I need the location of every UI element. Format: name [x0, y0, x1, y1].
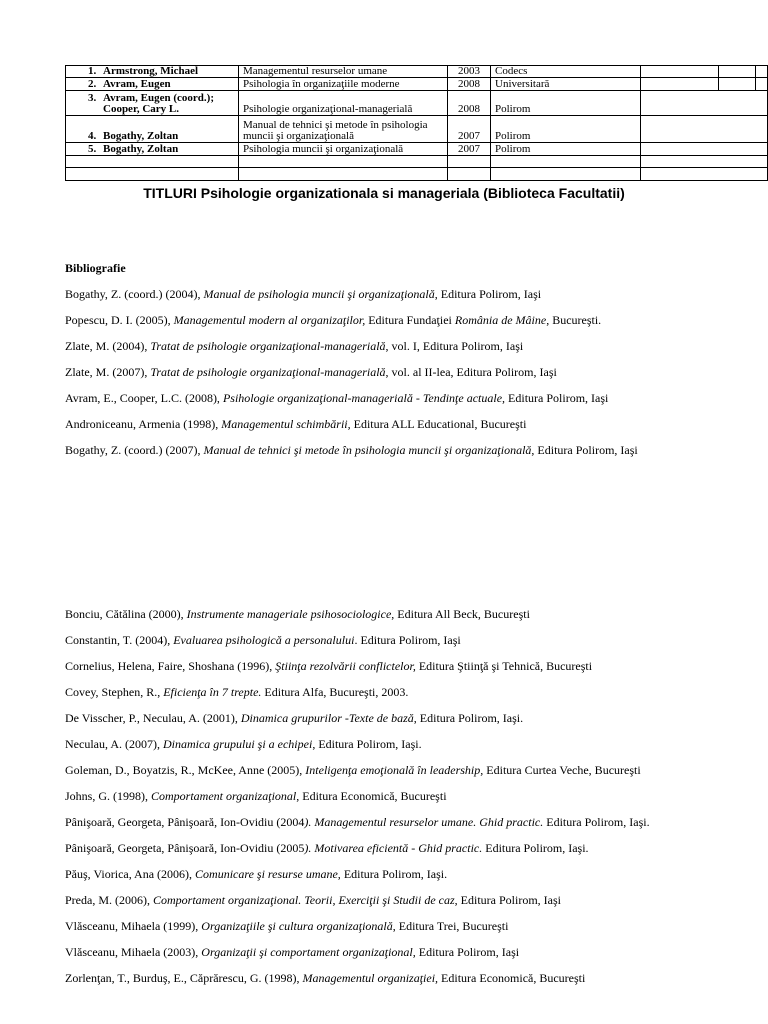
entry-text: , Editura Polirom, Iaşi: [531, 443, 638, 457]
cell-year: 2003: [448, 66, 491, 78]
author-name-line: Bogathy, Zoltan: [103, 143, 179, 155]
entry-title: Psihologie organizaţional-managerială - Tendinţe actuale,: [222, 391, 506, 405]
author-entry: [88, 66, 234, 77]
entry-text: , Editura Polirom, Iaşi.: [413, 711, 524, 725]
entry-text: Editura Alfa, Bucureşti, 2003.: [261, 685, 409, 699]
titles-table-body: [66, 66, 768, 181]
bibliography-entry: [65, 814, 768, 840]
entry-title: Managementul organizaţiei,: [302, 971, 439, 985]
entry-text: Editura Economică, Bucureşti: [438, 971, 586, 985]
entry-title: Managementul modern al organizaţilor,: [173, 313, 366, 327]
cell-publisher: Polirom: [491, 116, 641, 143]
author-names: [103, 144, 178, 155]
entry-title: Managementul schimbării,: [221, 417, 351, 431]
entry-text: Constantin, T. (2004),: [65, 633, 174, 647]
entry-text: Zorlenţan, T., Burduş, E., Căprărescu, G. (1998),: [65, 971, 303, 985]
entry-text: Editura ALL Educational, Bucureşti: [350, 417, 527, 431]
title-line: Managementul resurselor umane: [243, 65, 388, 77]
table-row-blank: [66, 156, 768, 168]
author-entry: [88, 144, 234, 155]
cell-empty: [641, 156, 768, 168]
cell-empty: [641, 78, 719, 91]
table-row: [66, 91, 768, 116]
entry-text: Covey, Stephen, R.,: [65, 685, 164, 699]
list-number: 3.: [88, 92, 97, 104]
entry-text: Editura Polirom, Iaşi: [415, 945, 520, 959]
author-name-line: Avram, Eugen: [103, 78, 171, 90]
entry-text: . Editura Polirom, Iaşi: [354, 633, 461, 647]
entry-text: Pânişoară, Georgeta, Pânişoară, Ion-Ovidiu (2004: [65, 815, 305, 829]
author-name-line: Avram, Eugen (coord.);: [103, 92, 214, 104]
entry-text: Vlăsceanu, Mihaela (2003),: [65, 945, 202, 959]
cell-year: [448, 168, 491, 181]
bibliography-entry: [65, 286, 768, 312]
cell-year: 2007: [448, 143, 491, 156]
cell-empty: [756, 78, 768, 91]
entry-title: Manual de psihologia muncii şi organizaţională: [203, 287, 435, 301]
entry-title: ). Motivarea eficientă - Ghid practic.: [304, 841, 483, 855]
entry-text: Bonciu, Cătălina (2000),: [65, 607, 187, 621]
cell-publisher: Codecs: [491, 66, 641, 78]
entry-text: Editura Ştiinţă şi Tehnică, Bucureşti: [415, 659, 593, 673]
bibliography-entry: [65, 416, 768, 442]
entry-title: România de Mâine: [454, 313, 547, 327]
list-number: 5.: [88, 143, 97, 155]
entry-text: Editura Polirom, Iaşi.: [543, 815, 650, 829]
entry-text: Androniceanu, Armenia (1998),: [65, 417, 222, 431]
entry-title: Ştiinţa rezolvării conflictelor,: [275, 659, 416, 673]
cell-title: [239, 143, 448, 156]
bibliography-entry: [65, 970, 768, 996]
table-row: [66, 116, 768, 143]
bibliography-entry: [65, 918, 768, 944]
cell-empty: [641, 143, 768, 156]
bibliography-entry: [65, 788, 768, 814]
entry-text: Bogathy, Z. (coord.) (2004),: [65, 287, 204, 301]
entry-text: Editura Polirom, Iaşi.: [482, 841, 589, 855]
cell-title: [239, 66, 448, 78]
list-number: 1.: [88, 65, 97, 77]
cell-author: [66, 143, 239, 156]
title-line: muncii şi organizaţională: [243, 130, 354, 142]
entry-title: Organizaţii şi comportament organizaţional,: [201, 945, 416, 959]
table-row: [66, 66, 768, 78]
cell-author: [66, 78, 239, 91]
entry-text: , vol. al II-lea, Editura Polirom, Iaşi: [385, 365, 557, 379]
bibliography-entry: [65, 658, 768, 684]
entry-text: Zlate, M. (2004),: [65, 339, 151, 353]
bibliography-entry: [65, 684, 768, 710]
author-name-line: Armstrong, Michael: [103, 65, 199, 77]
cell-title: [239, 156, 448, 168]
author-names: [103, 66, 198, 77]
entry-title: Comportament organizaţional. Teorii, Exerciţii şi Studii de caz: [152, 893, 455, 907]
entry-text: , Bucureşti.: [546, 313, 602, 327]
cell-publisher: Polirom: [491, 143, 641, 156]
bibliography-entry: [65, 442, 768, 468]
table-row: [66, 78, 768, 91]
entry-title: Comportament organizaţional: [151, 789, 297, 803]
entry-text: Cornelius, Helena, Faire, Shoshana (1996),: [65, 659, 276, 673]
title-line: Psihologie organizaţional-managerială: [243, 103, 413, 115]
titles-table: [65, 65, 768, 181]
entry-text: Editura Fundaţiei: [365, 313, 455, 327]
bibliography-entry: [65, 312, 768, 338]
title-line: Psihologia în organizaţiile moderne: [243, 78, 400, 90]
bibliography-entry: [65, 606, 768, 632]
cell-empty: [719, 78, 756, 91]
cell-author: [66, 156, 239, 168]
cell-publisher: Universitară: [491, 78, 641, 91]
cell-author: [66, 168, 239, 181]
cell-empty: [756, 66, 768, 78]
bibliography-entry: [65, 390, 768, 416]
entry-text: , Editura Polirom, Iaşi: [454, 893, 561, 907]
cell-empty: [719, 66, 756, 78]
section-title: TITLURI Psihologie organizationala si manageriala (Biblioteca Facultatii): [143, 185, 625, 201]
entry-text: Preda, M. (2006),: [65, 893, 153, 907]
entry-text: , vol. I, Editura Polirom, Iaşi: [385, 339, 524, 353]
bibliography-entry: [65, 710, 768, 736]
entry-text: Goleman, D., Boyatzis, R., McKee, Anne (2005),: [65, 763, 306, 777]
entry-text: Neculau, A. (2007),: [65, 737, 163, 751]
cell-author: [66, 116, 239, 143]
table-row-blank: [66, 168, 768, 181]
entry-text: Păuş, Viorica, Ana (2006),: [65, 867, 196, 881]
author-entry: [88, 79, 234, 90]
title-line: Psihologia muncii şi organizaţională: [243, 143, 404, 155]
author-entry: [88, 93, 234, 115]
cell-title: [239, 91, 448, 116]
cell-author: [66, 91, 239, 116]
table-row: [66, 143, 768, 156]
cell-publisher: [491, 156, 641, 168]
entry-text: , Editura Polirom, Iaşi.: [312, 737, 422, 751]
bibliography-list-secondary: [65, 606, 768, 996]
bibliography-list-primary: [65, 286, 768, 468]
author-entry: [88, 131, 234, 142]
cell-empty: [641, 66, 719, 78]
entry-title: Tratat de psihologie organizaţional-managerială: [150, 339, 386, 353]
cell-publisher: [491, 168, 641, 181]
cell-empty: [641, 116, 768, 143]
entry-text: , Editura All Beck, Bucureşti: [391, 607, 530, 621]
title-line: Manual de tehnici şi metode în psihologia: [243, 119, 428, 131]
cell-title: [239, 116, 448, 143]
bibliography-entry: [65, 892, 768, 918]
list-number: 2.: [88, 78, 97, 90]
cell-year: 2008: [448, 91, 491, 116]
entry-text: De Visscher, P., Neculau, A. (2001),: [65, 711, 241, 725]
entry-text: Editura Polirom, Iaşi: [505, 391, 609, 405]
entry-title: Eficienţa în 7 trepte.: [163, 685, 262, 699]
author-name-line: Cooper, Cary L.: [103, 103, 179, 115]
bibliography-entry: [65, 338, 768, 364]
cell-author: [66, 66, 239, 78]
entry-text: Avram, E., Cooper, L.C. (2008),: [65, 391, 223, 405]
bibliography-entry: [65, 762, 768, 788]
cell-empty: [641, 168, 768, 181]
entry-title: Tratat de psihologie organizaţional-managerială: [150, 365, 386, 379]
bibliography-entry: [65, 736, 768, 762]
author-names: [103, 79, 171, 90]
cell-year: 2007: [448, 116, 491, 143]
bibliography-heading: Bibliografie: [65, 261, 126, 275]
cell-title: [239, 78, 448, 91]
entry-text: Popescu, D. I. (2005),: [65, 313, 174, 327]
entry-text: , Editura Trei, Bucureşti: [392, 919, 509, 933]
entry-title: Manual de tehnici şi metode în psihologia muncii şi organizaţională: [203, 443, 532, 457]
entry-title: Evaluarea psihologică a personalului: [173, 633, 355, 647]
cell-empty: [641, 91, 768, 116]
bibliography-entry: [65, 944, 768, 970]
entry-title: Inteligenţa emoţională în leadership,: [305, 763, 484, 777]
cell-title: [239, 168, 448, 181]
bibliography-entry: [65, 866, 768, 892]
cell-year: 2008: [448, 78, 491, 91]
entry-text: , Editura Polirom, Iaşi: [434, 287, 542, 301]
author-name-line: Bogathy, Zoltan: [103, 130, 179, 142]
bibliography-entry: [65, 840, 768, 866]
entry-text: , Editura Economică, Bucureşti: [296, 789, 447, 803]
bibliography-entry: [65, 364, 768, 390]
entry-text: Johns, G. (1998),: [65, 789, 151, 803]
entry-text: Editura Polirom, Iaşi.: [340, 867, 448, 881]
entry-title: Organizaţiile şi cultura organizaţională: [201, 919, 393, 933]
entry-text: Pânişoară, Georgeta, Pânişoară, Ion-Ovidiu (2005: [65, 841, 305, 855]
author-names: [103, 131, 178, 142]
cell-year: [448, 156, 491, 168]
entry-text: Bogathy, Z. (coord.) (2007),: [65, 443, 204, 457]
bibliography-entry: [65, 632, 768, 658]
entry-text: Zlate, M. (2007),: [65, 365, 151, 379]
entry-title: Comunicare şi resurse umane,: [195, 867, 341, 881]
author-names: [103, 93, 214, 115]
entry-title: ). Managementul resurselor umane. Ghid practic.: [304, 815, 544, 829]
entry-text: Editura Curtea Veche, Bucureşti: [483, 763, 641, 777]
cell-publisher: Polirom: [491, 91, 641, 116]
entry-text: Vlăsceanu, Mihaela (1999),: [65, 919, 202, 933]
entry-title: Dinamica grupurilor -Texte de bază: [240, 711, 414, 725]
entry-title: Dinamica grupului şi a echipei: [162, 737, 313, 751]
list-number: 4.: [88, 130, 97, 142]
entry-title: Instrumente manageriale psihosociologice: [186, 607, 392, 621]
